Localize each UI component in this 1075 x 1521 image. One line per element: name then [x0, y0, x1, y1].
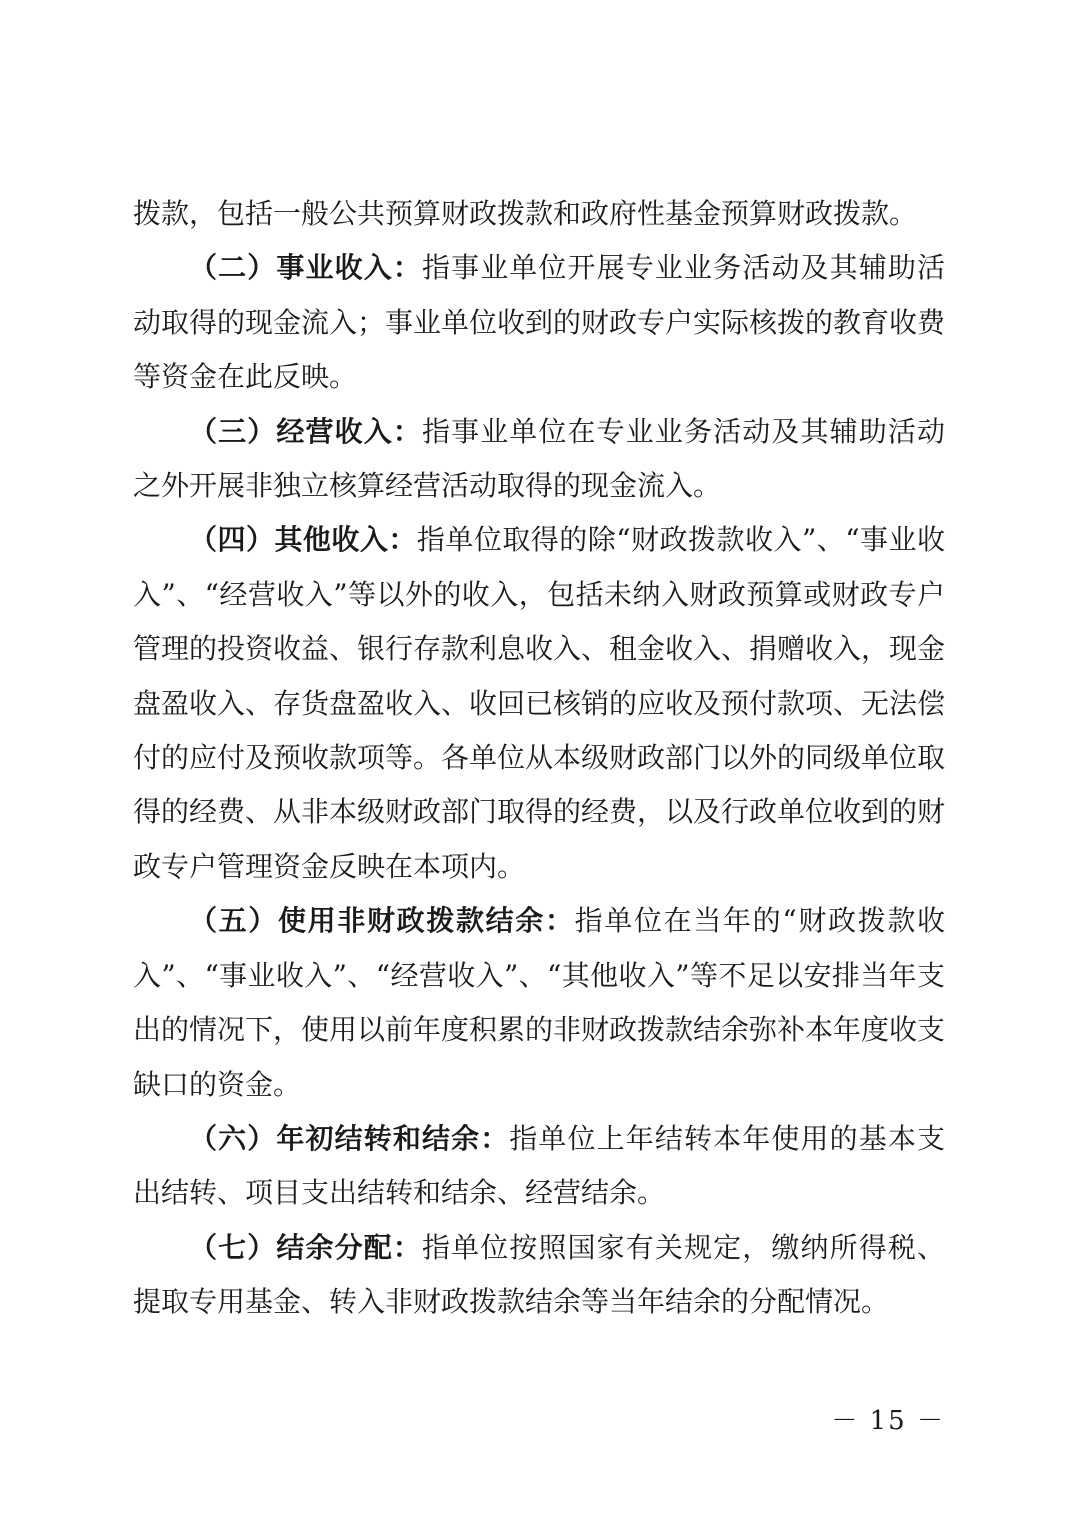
paragraph-operating-income — [133, 405, 945, 514]
page-number: － 15 － — [831, 1406, 945, 1436]
paragraph-text: 拨款，包括一般公共预算财政拨款和政府性基金预算财政拨款。 — [133, 197, 918, 230]
paragraph-text: 指单位取得的除“财政拨款收入”、“事业收入”、“经营收入”等以外的收入，包括未纳入财政预算或财政专户管理的投资收益、银行存款利息收入、租金收入、捐赠收入，现金盘盈收入、存货盘盈收入、收回已核销的应收及预付款项、无法偿付的应付及预收款项等。各单位从本级财政部门以外的同级单位取得的经费、从非本级财政部门取得的经费，以及行政单位收到的财政专户管理资金反映在本项内。 — [133, 523, 946, 883]
paragraph-continuation — [133, 187, 945, 241]
body-text — [133, 187, 945, 1330]
paragraph-heading: （四）其他收入： — [189, 523, 417, 557]
paragraph-heading: （二）事业收入： — [189, 251, 422, 285]
paragraph-heading: （五）使用非财政拨款结余： — [189, 904, 575, 938]
paragraph-surplus-distribution — [133, 1221, 945, 1330]
paragraph-text: 指单位上年结转本年使用的基本支出结转、项目支出结转和结余、经营结余。 — [133, 1121, 945, 1210]
paragraph-other-income — [133, 513, 945, 894]
paragraph-heading: （三）经营收入： — [189, 414, 422, 448]
paragraph-text: 指单位在当年的“财政拨款收入”、“事业收入”、“经营收入”、“其他收入”等不足以安排当年支出的情况下，使用以前年度积累的非财政拨款结余弥补本年度收支缺口的资金。 — [133, 904, 946, 1101]
paragraph-opening-carryover — [133, 1112, 945, 1221]
paragraph-heading: （六）年初结转和结余： — [189, 1121, 510, 1155]
paragraph-text: 指事业单位在专业业务活动及其辅助活动之外开展非独立核算经营活动取得的现金流入。 — [133, 414, 945, 503]
paragraph-text: 指事业单位开展专业业务活动及其辅助活动取得的现金流入；事业单位收到的财政专户实际核拨的教育收费等资金在此反映。 — [133, 251, 946, 394]
paragraph-text: 指单位按照国家有关规定，缴纳所得税、提取专用基金、转入非财政拨款结余等当年结余的分配情况。 — [133, 1230, 945, 1319]
paragraph-non-fiscal-balance — [133, 894, 945, 1112]
paragraph-business-income — [133, 241, 945, 404]
paragraph-heading: （七）结余分配： — [189, 1230, 422, 1264]
